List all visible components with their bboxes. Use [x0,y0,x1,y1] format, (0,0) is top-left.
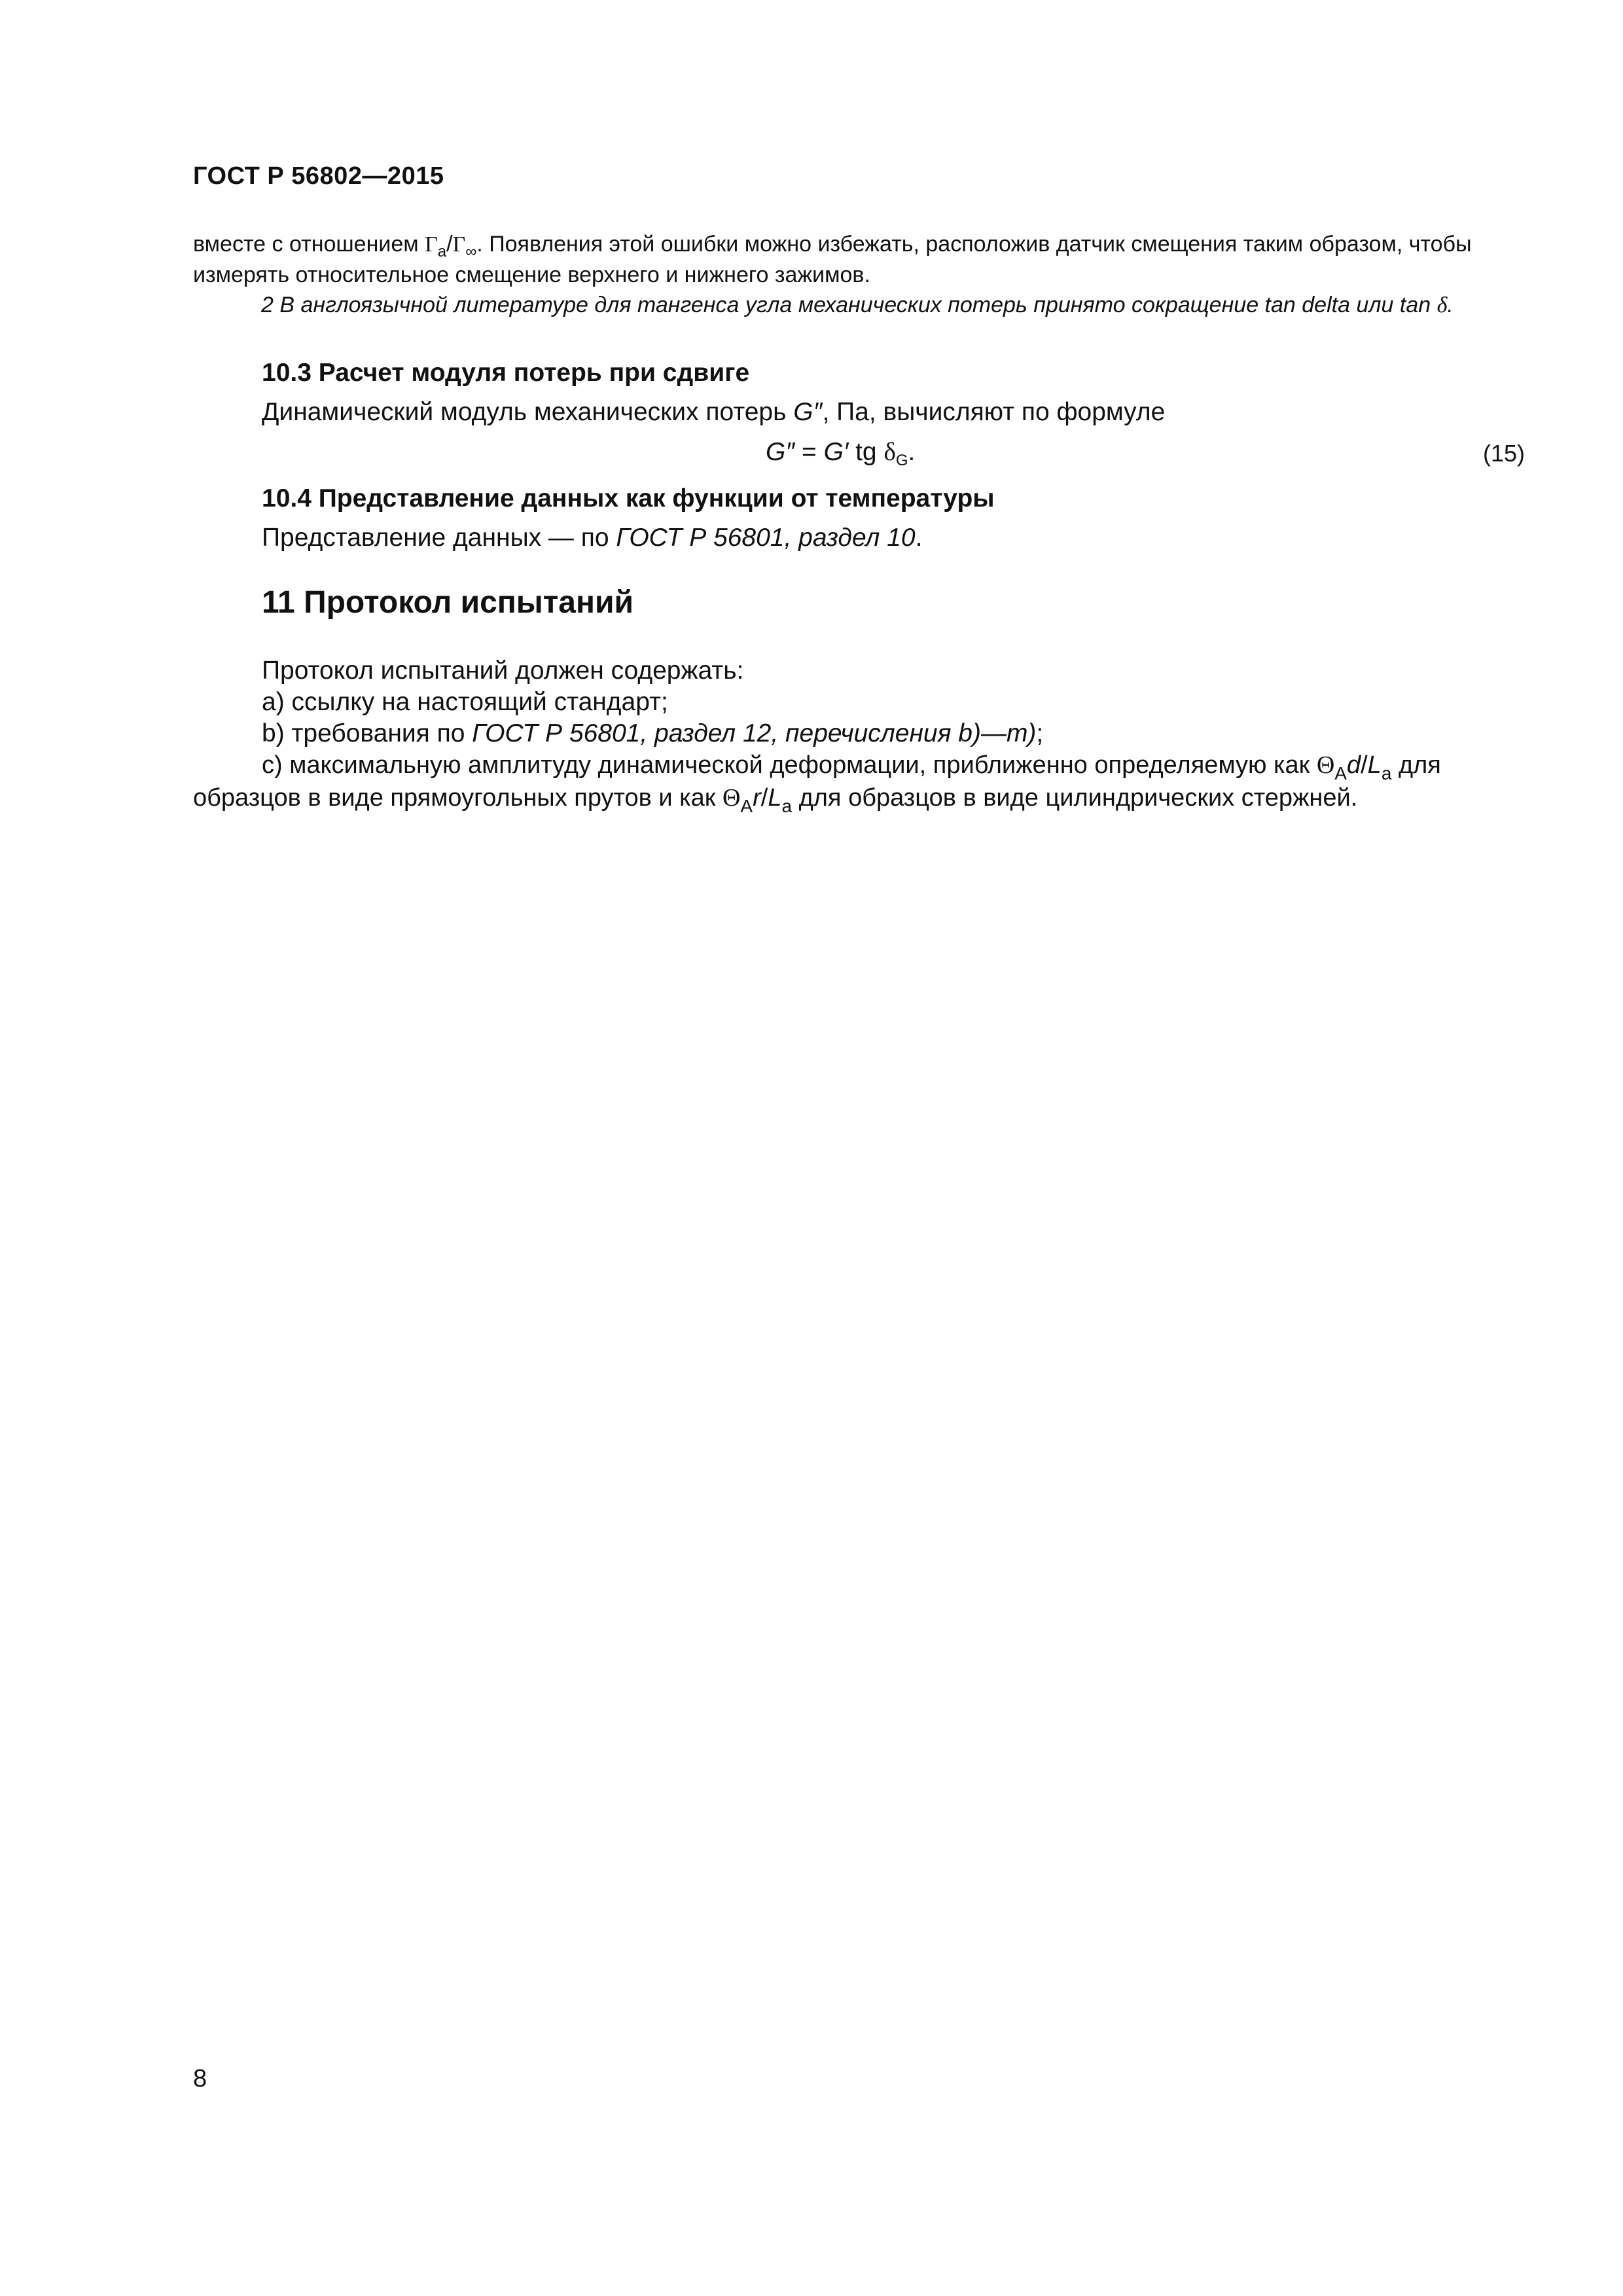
section-10-3-title: 10.3 Расчет модуля потерь при сдвиге [262,359,750,387]
symbol: G″ [793,398,823,426]
list-item-b [262,717,1043,750]
text-run: Динамический модуль механических потерь [262,398,794,426]
reference: ГОСТ Р 56801, раздел 12, перечисления b)—m) [472,719,1037,747]
text-run: с) максимальную амплитуду динамической деформации, приближенно определяемую как [262,751,1317,779]
delta-symbol: δ [883,438,896,466]
section-10-3-text [262,396,1165,429]
subscript: G [895,452,908,469]
gamma-symbol: Г [452,232,466,257]
symbol: G″ [766,438,795,466]
delta-symbol: δ [1436,293,1448,317]
text-run: , Па, вычисляют по формуле [822,398,1166,426]
intro-paragraph [193,229,1525,290]
page-number: 8 [193,2065,207,2092]
text-run: ; [1036,719,1044,747]
formula-15 [766,437,915,467]
section-10-4-title: 10.4 Представление данных как функции от температуры [262,484,995,512]
text-run: . Появления этой ошибки можно избежать, расположив датчик смещения таким образом, чтобы измерять относительное смещение верхнего и нижнего зажимов. [193,232,1472,287]
text-run: . [908,438,916,466]
text-run: . [1447,293,1454,317]
subscript: ∞ [465,243,477,260]
reference: ГОСТ Р 56801, раздел 10 [616,524,916,552]
section-11-lead: Протокол испытаний должен содержать: [262,656,744,685]
list-item-a: а) ссылку на настоящий стандарт; [262,688,668,716]
note-2 [193,290,1525,321]
subscript: A [1334,763,1347,783]
text-run: 2 В англоязычной литературе для тангенса угла механических потерь принято сокращение tan delta или tan [261,293,1431,317]
text-run: вместе с отношением [193,232,425,257]
equation-number: (15) [1482,440,1525,467]
symbol: L [768,784,782,812]
text-run: / [1361,751,1368,779]
theta-symbol: Θ [1316,751,1335,779]
text-run: tg [848,438,884,466]
text-run: b) требования по [262,719,473,747]
section-11-title: 11 Протокол испытаний [262,585,633,620]
subscript: a [437,243,447,260]
intro-block [193,229,1525,321]
text-run: . [915,524,923,552]
subscript: A [740,796,753,816]
text-run: / [446,232,453,257]
text-run: для образцов в виде цилиндрических стержней. [792,784,1358,812]
text-run: для образцов в виде прямоугольных прутов и как [193,751,1441,812]
symbol: d [1346,751,1361,779]
list-item-c [193,749,1525,814]
section-10-4-text [262,522,922,554]
gamma-symbol: Г [425,232,438,257]
text-run: = [794,438,824,466]
text-run: / [760,784,768,812]
symbol: r [753,784,761,812]
theta-symbol: Θ [722,784,741,812]
symbol: G′ [823,438,849,466]
text-run: Представление данных — по [262,524,616,552]
subscript: a [781,796,793,816]
document-header: ГОСТ Р 56802—2015 [193,162,444,190]
subscript: a [1381,763,1392,783]
symbol: L [1367,751,1382,779]
